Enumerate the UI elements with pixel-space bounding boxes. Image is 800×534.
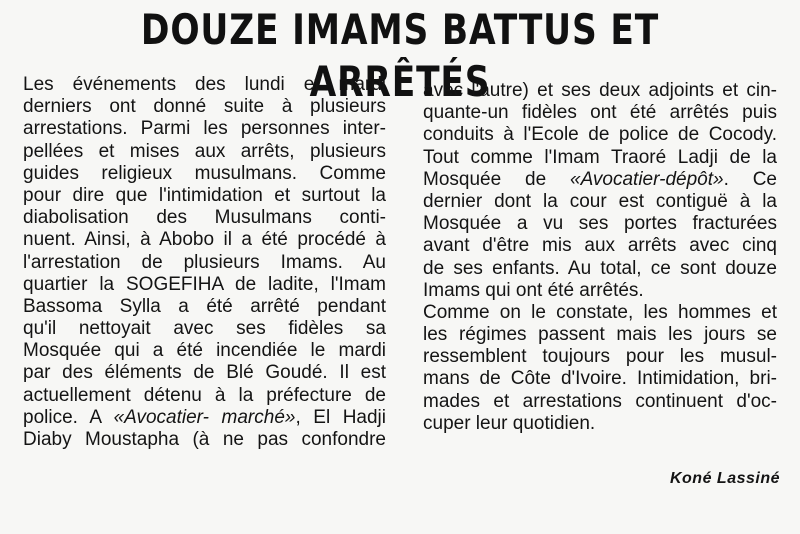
text-line: Imams qui ont été arrêtés. [423,279,644,301]
article-left-column [23,74,386,451]
text-line: quartier la SOGEFIHA de ladite, l'Imam [23,273,386,295]
text-line-mixed [23,407,386,429]
text-line-mixed [423,169,777,191]
text-segment: . Ce [723,168,777,190]
text-line: quante-un fidèles ont été arrêtés puis [423,102,777,124]
text-line: avec l'autre) et ses deux adjoints et cin- [423,80,777,101]
text-line: Tout comme l'Imam Traoré Ladji de la [423,146,777,168]
text-segment: , El Hadji [295,406,386,428]
text-line: dernier dont la cour est contiguë à la [423,190,777,212]
text-line: guides religieux musulmans. Comme [23,162,386,184]
text-line: nuent. Ainsi, à Abobo il a été procédé à [23,229,386,251]
text-line: Les événements des lundi et mardi [23,74,386,95]
text-line: de ses enfants. Au total, ce sont douze [423,257,777,279]
text-line: pellées et mises aux arrêts, plusieurs [23,140,386,162]
text-line: derniers ont donné suite à plusieurs [23,96,386,118]
text-line: Diaby Moustapha (à ne pas confondre [23,429,386,450]
text-line: actuellement détenu à la préfecture de [23,384,386,406]
text-segment: police. A [23,406,114,428]
author-byline: Koné Lassiné [669,470,780,487]
place-name-italic: «Avocatier-dépôt» [570,168,724,190]
text-line: arrestations. Parmi les personnes inter- [23,118,386,140]
text-line: l'arrestation de plusieurs Imams. Au [23,251,386,273]
place-name-italic: «Avocatier- marché» [113,406,296,428]
text-line: par des éléments de Blé Goudé. Il est [23,362,386,384]
article-headline: DOUZE IMAMS BATTUS ET ARRÊTÉS [140,5,660,106]
text-line: Mosquée qui a été incendiée le mardi [23,340,386,362]
article-right-column [423,80,777,435]
text-line: Comme on le constate, les hommes et [423,301,777,323]
text-line: cuper leur quotidien. [423,412,596,434]
text-line: avant d'être mis aux arrêts avec cinq [423,235,777,257]
text-line: diabolisation des Musulmans conti- [23,207,386,229]
text-line: pour dire que l'intimidation et surtout la [23,184,386,206]
text-segment: Mosquée de [423,168,571,190]
text-line: Bassoma Sylla a été arrêté pendant [23,295,386,317]
text-line: qu'il nettoyait avec ses fidèles sa [23,318,386,340]
text-line: les régimes passent mais les jours se [423,324,777,346]
text-line: ressemblent toujours pour les musul- [423,346,777,368]
text-line: Mosquée a vu ses portes fracturées [423,213,777,235]
text-line: conduits à l'Ecole de police de Cocody. [423,124,777,146]
text-line: mades et arrestations continuent d'oc- [423,390,777,412]
text-line: mans de Côte d'Ivoire. Intimidation, bri- [423,368,777,390]
